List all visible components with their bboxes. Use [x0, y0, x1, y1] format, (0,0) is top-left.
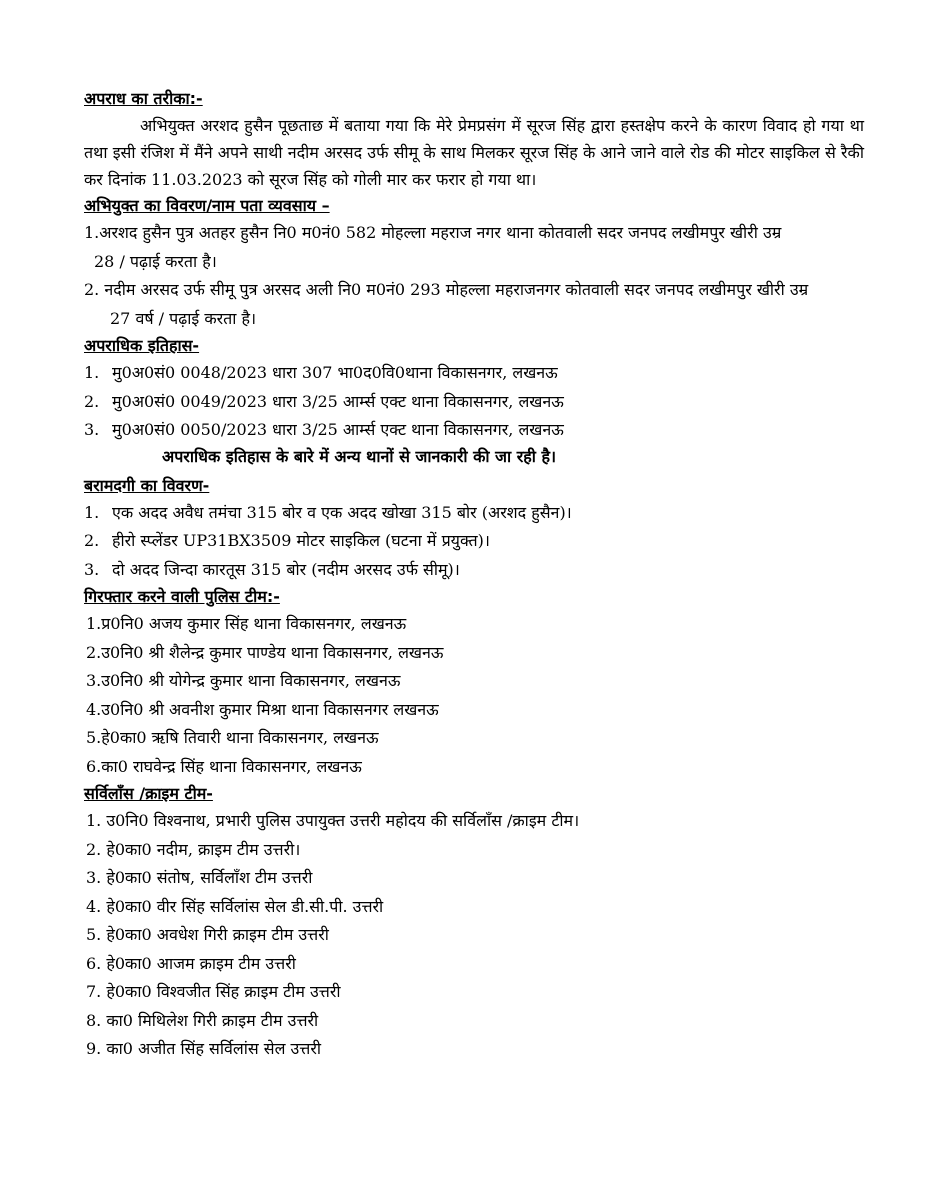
history-item-number: 1.	[84, 363, 100, 382]
police-team-member: 2.उ0नि0 श्री शैलेन्द्र कुमार पाण्डेय थाना विकासनगर, लखनऊ	[86, 642, 444, 662]
crime-team-member: 4. हे0का0 वीर सिंह सर्विलांस सेल डी.सी.पी. उत्तरी	[86, 896, 384, 916]
police-team-list	[84, 610, 864, 781]
crime-team-member: 7. हे0का0 विश्वजीत सिंह क्राइम टीम उत्तरी	[86, 982, 341, 1001]
police-team-member: 5.हे0का0 ऋषि तिवारी थाना विकासनगर, लखनऊ	[86, 728, 379, 747]
history-list	[84, 359, 864, 445]
accused-item-2-line-1: 2. नदीम अरसद उर्फ सीमू पुत्र अरसद अली नि0 म0नं0 293 मोहल्ला महराजनगर कोतवाली सदर जनपद लखीमपुर खीरी उम्र	[84, 280, 809, 299]
recovery-item-number: 3.	[84, 559, 100, 579]
history-item-text: मु0अ0सं0 0050/2023 धारा 3/25 आर्म्स एक्ट थाना विकासनगर, लखनऊ	[112, 420, 564, 439]
crime-team-member: 2. हे0का0 नदीम, क्राइम टीम उत्तरी।	[86, 839, 301, 859]
recovery-item	[84, 556, 864, 585]
history-item-number: 3.	[84, 420, 100, 439]
police-team-heading: गिरफ्तार करने वाली पुलिस टीम:-	[84, 587, 280, 606]
accused-item-1-line-1: 1.अरशद हुसैन पुत्र अतहर हुसैन नि0 म0नं0 582 मोहल्ला महराज नगर थाना कोतवाली सदर जनपद लखीमपुर खीरी उम्र	[84, 223, 782, 242]
method-paragraph: अभियुक्त अरशद हुसैन पूछताछ में बताया गया कि मेरे प्रेमप्रसंग में सूरज सिंह द्वारा हस्तक्षेप करने के कारण विवाद हो गया था तथा इसी रंजिश में मैंने अपने साथी नदीम अरसद उर्फ सीमू के साथ मिलकर सूरज सिंह के आने जाने वाले रोड की मोटर साइकिल से रैकी कर दिनांक 11.03.2023 को सूरज सिंह को गोली मार कर फरार हो गया था।	[84, 116, 864, 189]
recovery-item-text: दो अदद जिन्दा कारतूस 315 बोर (नदीम अरसद उर्फ सीमू)।	[112, 559, 460, 579]
accused-list	[84, 219, 864, 333]
police-team-member: 3.उ0नि0 श्री योगेन्द्र कुमार थाना विकासनगर, लखनऊ	[86, 671, 401, 690]
recovery-heading: बरामदगी का विवरण-	[84, 475, 210, 495]
crime-team-member: 3. हे0का0 संतोष, सर्विलाँश टीम उत्तरी	[86, 868, 313, 887]
accused-heading: अभियुक्त का विवरण/नाम पता व्यवसाय –	[84, 196, 330, 215]
crime-team-member: 8. का0 मिथिलेश गिरी क्राइम टीम उत्तरी	[86, 1010, 319, 1030]
recovery-item-number: 1.	[84, 502, 100, 522]
history-item-text: मु0अ0सं0 0048/2023 धारा 307 भा0द0वि0थाना विकासनगर, लखनऊ	[112, 363, 558, 382]
recovery-item	[84, 499, 864, 528]
crime-team-member: 9. का0 अजीत सिंह सर्विलांस सेल उत्तरी	[86, 1039, 322, 1058]
police-team-member: 4.उ0नि0 श्री अवनीश कुमार मिश्रा थाना विकासनगर लखनऊ	[86, 699, 439, 719]
history-heading: अपराधिक इतिहास-	[84, 336, 200, 355]
police-team-member: 6.का0 राघवेन्द्र सिंह थाना विकासनगर, लखनऊ	[86, 756, 362, 776]
accused-item-1-line-2: 28 / पढ़ाई करता है।	[94, 251, 217, 271]
recovery-item-text: हीरो स्प्लेंडर UP31BX3509 मोटर साइकिल (घटना में प्रयुक्त)।	[112, 531, 490, 550]
history-item-text: मु0अ0सं0 0049/2023 धारा 3/25 आर्म्स एक्ट थाना विकासनगर, लखनऊ	[112, 391, 564, 411]
recovery-list	[84, 499, 864, 585]
document-page	[84, 86, 864, 1064]
crime-team-list	[84, 807, 864, 1064]
crime-team-member: 1. उ0नि0 विश्वनाथ, प्रभारी पुलिस उपायुक्त उत्तरी महोदय की सर्विलाँस /क्राइम टीम।	[86, 811, 580, 830]
crime-team-member: 5. हे0का0 अवधेश गिरी क्राइम टीम उत्तरी	[86, 925, 329, 944]
recovery-item	[84, 527, 864, 556]
police-team-member: 1.प्र0नि0 अजय कुमार सिंह थाना विकासनगर, लखनऊ	[86, 614, 407, 633]
crime-team-member: 6. हे0का0 आजम क्राइम टीम उत्तरी	[86, 953, 296, 973]
method-heading: अपराध का तरीका:-	[84, 89, 203, 108]
recovery-item-text: एक अदद अवैध तमंचा 315 बोर व एक अदद खोखा 315 बोर (अरशद हुसैन)।	[112, 502, 572, 522]
history-item	[84, 359, 864, 388]
history-note: अपराधिक इतिहास के बारे में अन्य थानों से जानकारी की जा रही है।	[162, 446, 557, 466]
recovery-item-number: 2.	[84, 531, 100, 550]
history-item	[84, 388, 864, 417]
crime-team-heading: सर्विलाँस /क्राइम टीम-	[84, 784, 213, 803]
accused-item-2-line-2: 27 वर्ष / पढ़ाई करता है।	[110, 308, 257, 328]
history-item	[84, 416, 864, 445]
history-item-number: 2.	[84, 391, 100, 411]
